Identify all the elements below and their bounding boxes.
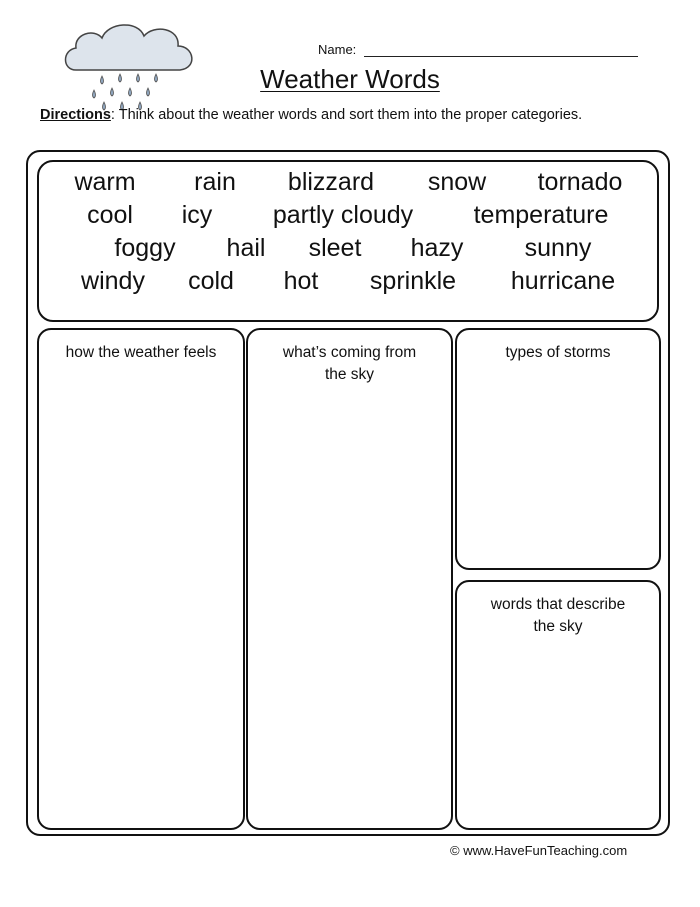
page-title [0, 64, 700, 95]
word: icy [181, 201, 213, 229]
word-bank [37, 160, 659, 322]
word: hazy [410, 234, 464, 262]
category-label: what’s coming from the sky [282, 344, 417, 383]
word: warm [74, 168, 136, 196]
word: cool [87, 201, 133, 229]
word: foggy [114, 234, 176, 262]
word: blizzard [287, 168, 375, 196]
category-box-storms[interactable] [455, 328, 661, 570]
category-box-weather-feels[interactable] [37, 328, 245, 830]
word: windy [81, 267, 145, 295]
copyright: © www.HaveFunTeaching.com [450, 843, 628, 858]
category-box-describe-sky[interactable] [455, 580, 661, 830]
page-title-text: Weather Words [260, 64, 440, 94]
word: sleet [308, 234, 362, 262]
name-line[interactable] [364, 56, 638, 57]
word: cold [188, 267, 234, 295]
category-box-from-sky[interactable] [246, 328, 453, 830]
word: temperature [473, 201, 609, 229]
word: snow [427, 168, 487, 196]
word: sprinkle [369, 267, 457, 295]
word: rain [194, 168, 236, 196]
word: tornado [537, 168, 623, 196]
directions-text: : Think about the weather words and sort them into the proper categories. [110, 107, 583, 123]
word: partly cloudy [272, 201, 414, 229]
category-label: how the weather feels [65, 344, 217, 361]
directions [40, 107, 582, 123]
word: hot [283, 267, 319, 295]
word: hail [226, 234, 266, 262]
name-label: Name: [318, 42, 357, 57]
category-label: types of storms [505, 344, 611, 361]
word: hurricane [510, 267, 616, 295]
word: sunny [524, 234, 592, 262]
directions-label: Directions [40, 107, 111, 123]
category-label: words that describe the sky [490, 596, 626, 635]
